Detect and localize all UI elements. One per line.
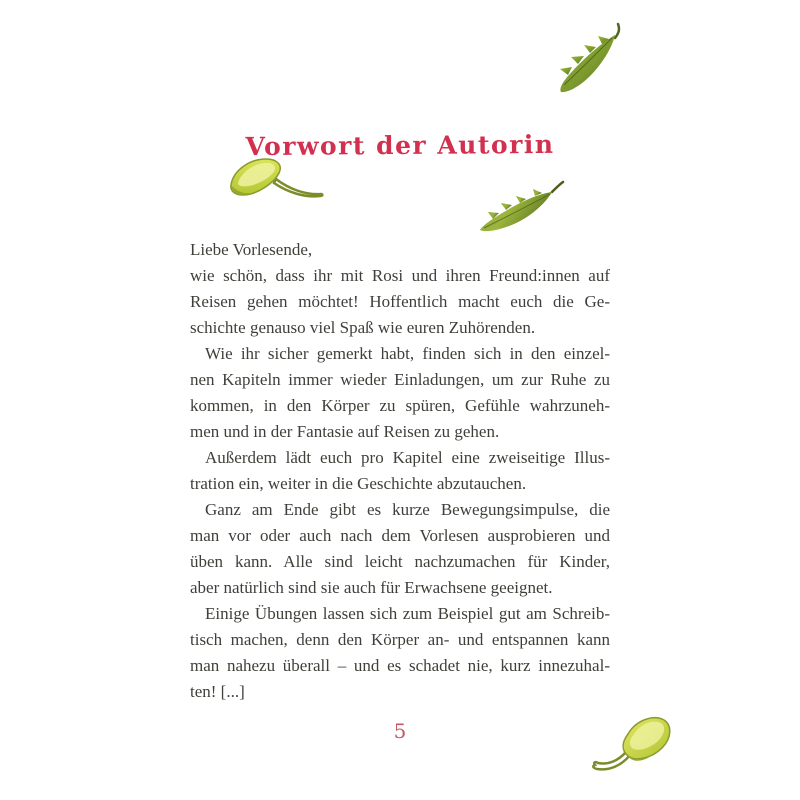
leaf-illustration-top-right-icon [548,22,632,100]
text-line: men und in der Fantasie auf Reisen zu gehen. [190,422,500,441]
text-line: Liebe Vorlesende, [190,240,313,259]
leaf-illustration-title-right-icon [472,179,567,237]
text-line: schichte genauso viel Spaß wie euren Zuhörenden. [190,318,536,337]
text-line: ten! [...] [190,682,245,701]
text-line: tration ein, weiter in die Geschichte abzutauchen. [190,474,527,493]
text-line: Reisen gehen möchtet! Hoffentlich macht euch die Ge- [190,292,610,311]
text-line: üben kann. Alle sind leicht nachzumachen für Kinder, [190,552,610,571]
page-number: 5 [393,719,407,743]
chapter-title: Vorwort der Autorin [245,129,555,162]
body-text [190,237,610,705]
text-line: Ganz am Ende gibt es kurze Bewegungsimpulse, die [205,500,610,519]
text-line: wie schön, dass ihr mit Rosi und ihren Freund:innen auf [190,266,610,285]
text-line: kommen, in den Körper zu spüren, Gefühle wahrzuneh- [190,396,610,415]
text-line: Wie ihr sicher gemerkt habt, finden sich in den einzel- [205,344,610,363]
text-line: man nahezu überall – und es schadet nie, kurz innezuhal- [190,656,610,675]
text-line: tisch machen, denn den Körper an- und entspannen kann [190,630,610,649]
text-line: Außerdem lädt euch pro Kapitel eine zweiseitige Illus- [205,448,610,467]
text-line: nen Kapiteln immer wieder Einladungen, um zur Ruhe zu [190,370,610,389]
text-line: man vor oder auch nach dem Vorlesen ausprobieren und [190,526,610,545]
leaf-illustration-bottom-right-icon [584,710,678,778]
text-line: Einige Übungen lassen sich zum Beispiel gut am Schreib- [205,604,610,623]
text-line: aber natürlich sind sie auch für Erwachsene geeignet. [190,578,553,597]
